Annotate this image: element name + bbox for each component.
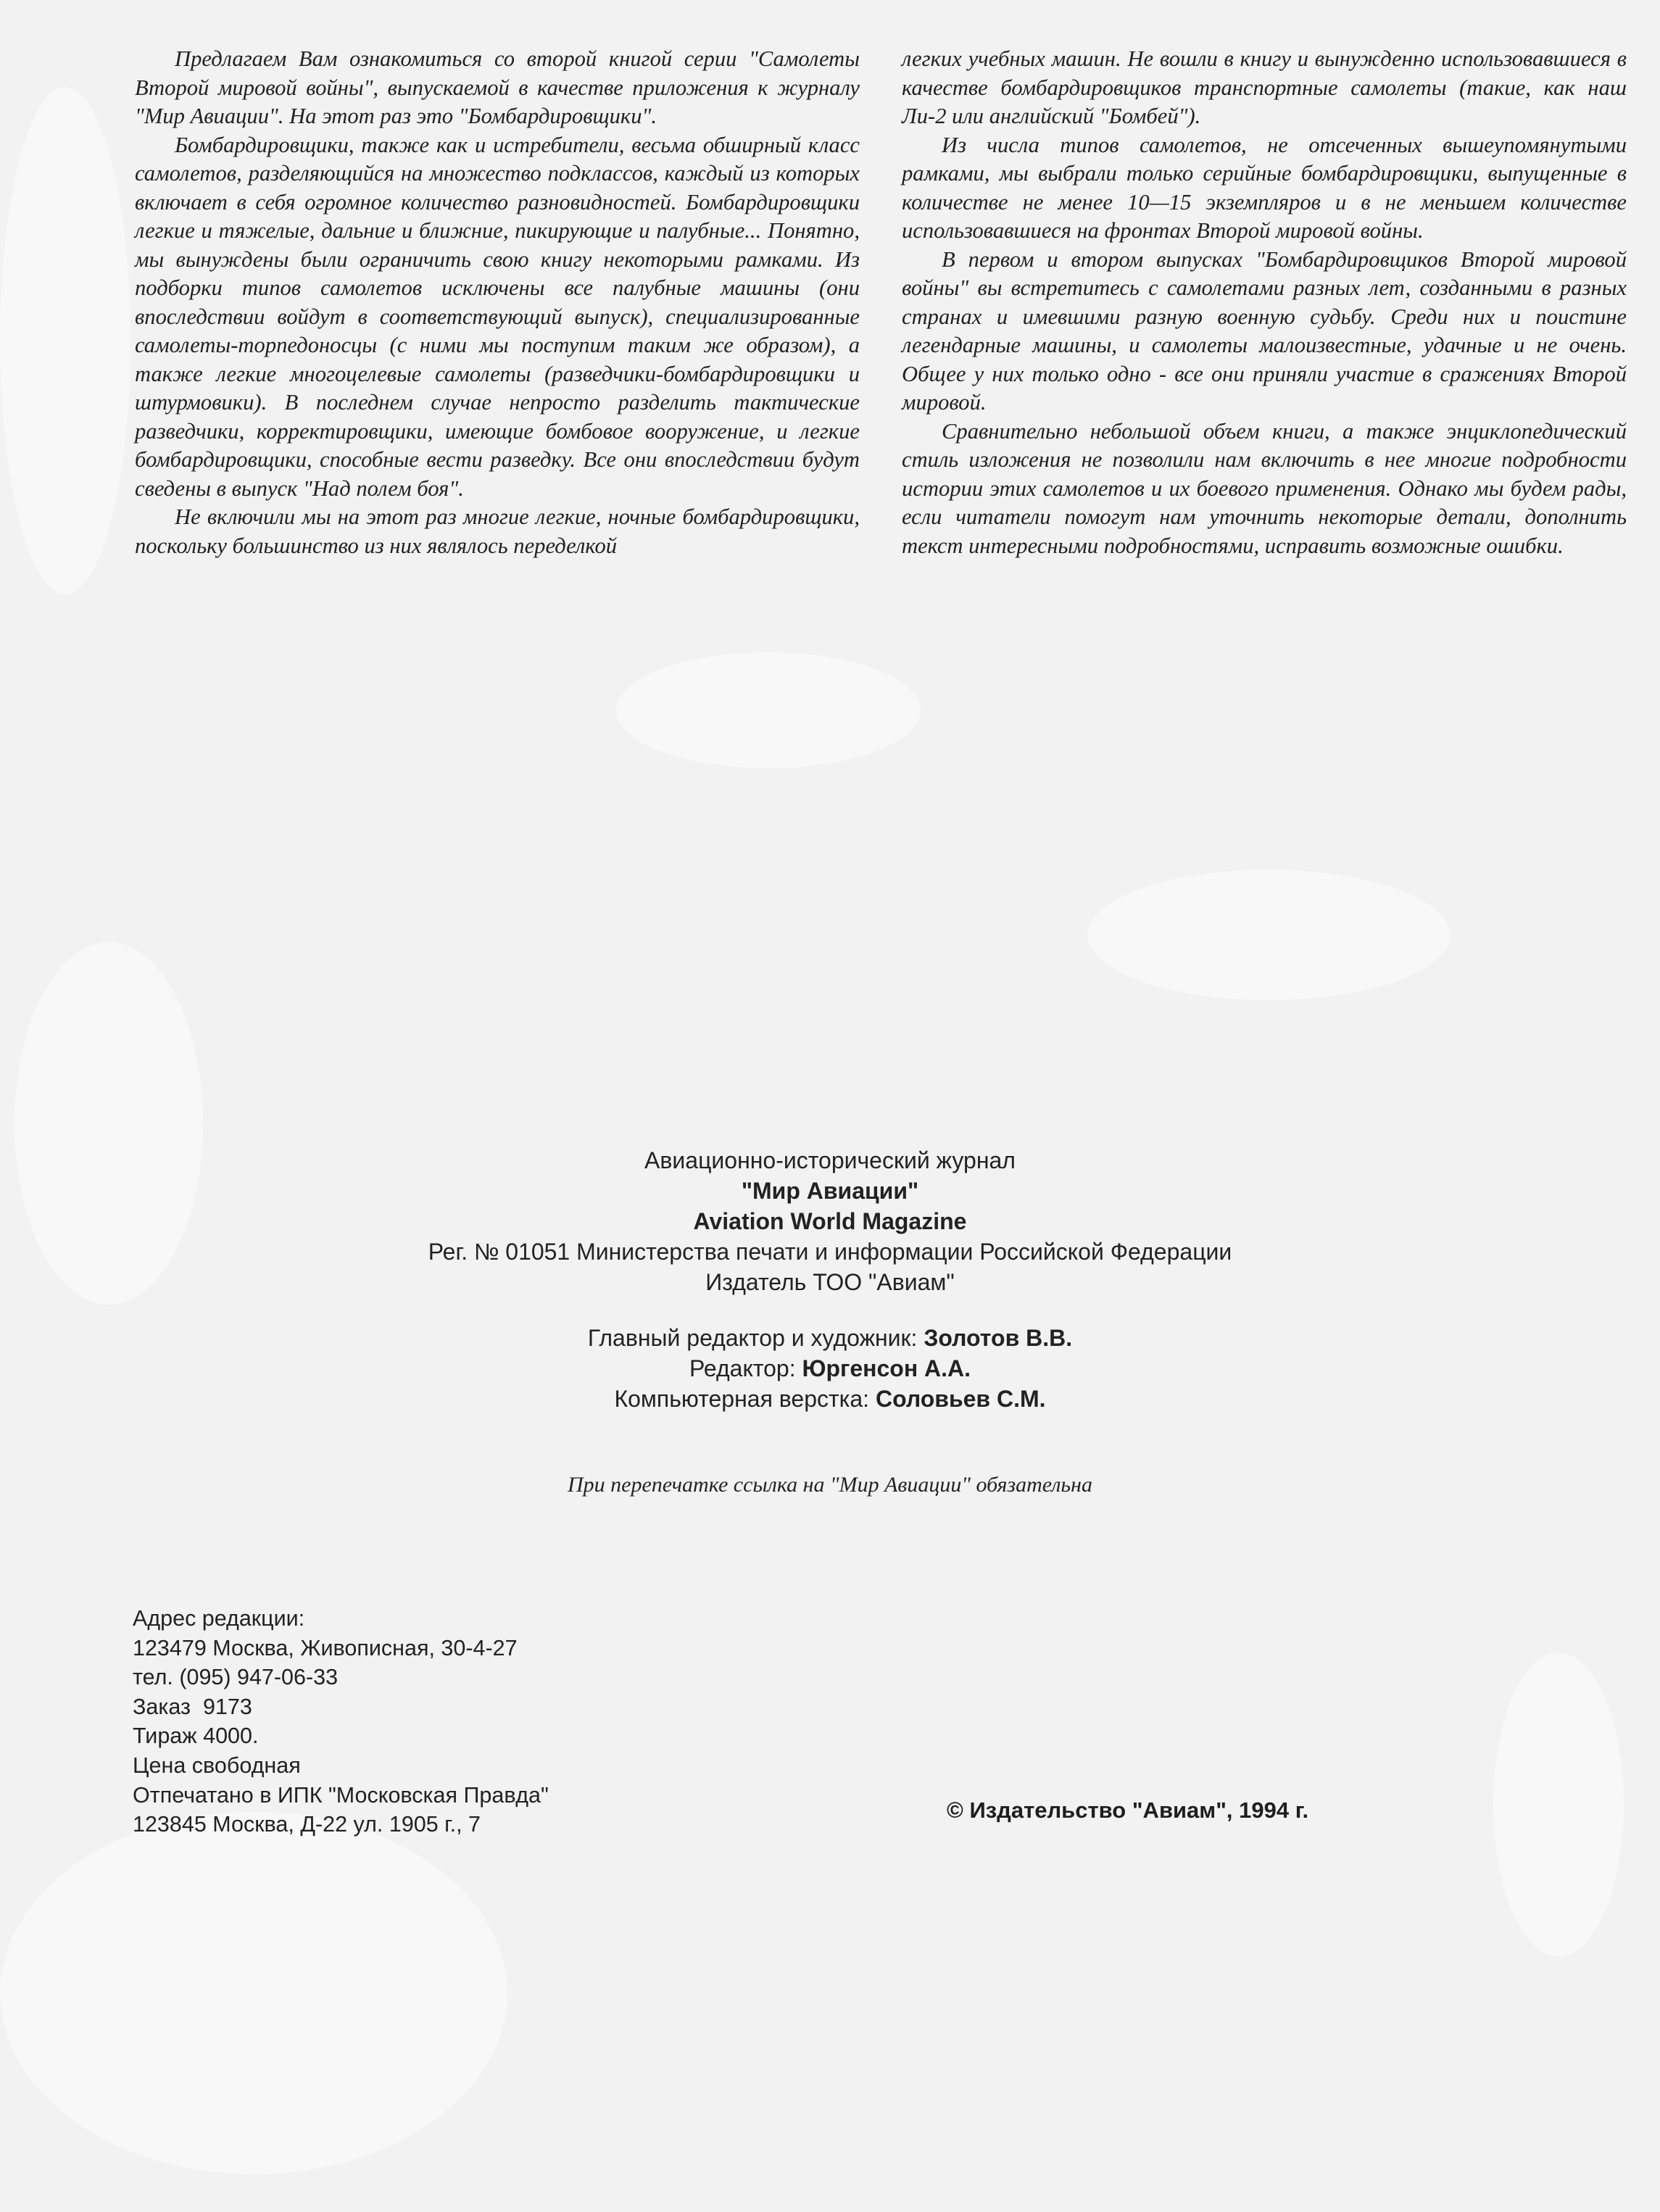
layout-line — [0, 1384, 1660, 1414]
reprint-notice: При перепечатке ссылка на "Мир Авиации" обязательна — [568, 1473, 1092, 1497]
address-street: 123479 Москва, Живописная, 30-4-27 — [133, 1635, 518, 1660]
editor-name: Юргенсон А.А. — [802, 1355, 971, 1381]
address-block — [133, 1604, 549, 1839]
editor-label: Редактор: — [689, 1355, 796, 1381]
scan-texture — [0, 1812, 507, 2174]
paragraph: Предлагаем Вам ознакомиться со второй книгой серии "Самолеты Второй мировой войны", выпускаемой в качестве приложения к журналу "Мир Авиации". На этот раз это "Бомбардировщики". — [135, 46, 860, 128]
journal-title-ru: "Мир Авиации" — [741, 1178, 919, 1204]
layout-name: Соловьев С.М. — [875, 1386, 1046, 1412]
journal-title-en: Aviation World Magazine — [693, 1208, 967, 1234]
left-text-column — [135, 45, 860, 560]
copyright-notice: © Издательство "Авиам", 1994 г. — [947, 1797, 1309, 1823]
scan-texture — [1493, 1652, 1624, 1957]
paragraph: В первом и втором выпусках "Бомбардировщиков Второй мировой войны" вы встретитесь с самолетами разных лет, созданными в разных странах и имевшими разную военную судьбу. Среди них и поистине легендарные машины, и самолеты малоизвестные, удачные и не очень. Общее у них только одно - все они приняли участие в сражениях Второй мировой. — [902, 246, 1627, 415]
order-number: 9173 — [202, 1694, 252, 1719]
chief-editor-line — [0, 1323, 1660, 1353]
paragraph: Бомбардировщики, также как и истребители, весьма обширный класс самолетов, разделяющийся на множество подклассов, каждый из которых включает в себя огромное количество разновидностей. Бомбардировщики легкие и тяжелые, дальние и ближние, пикирующие и палубные... Понятно, мы вынуждены были ограничить свою книгу некоторыми рамками. Из подборки типов самолетов исключены все палубные машины (они впоследствии войдут в соответствующий выпуск), специализированные самолеты-торпедоносцы (с ними мы поступим таким же образом), а также легкие многоцелевые самолеты (разведчики-бомбардировщики и штурмовики). В последнем случае непросто разделить тактические разведчики, корректировщики, имеющие бомбовое вооружение, и легкие бомбардировщики, способные вести разведку. Все они впоследствии будут сведены в выпуск "Над полем боя". — [135, 132, 860, 501]
paragraph: Не включили мы на этот раз многие легкие, ночные бомбардировщики, поскольку большинство из них являлось переделкой — [135, 504, 860, 558]
credits-block — [0, 1323, 1660, 1414]
price: Цена свободная — [133, 1752, 301, 1778]
order-line — [133, 1692, 549, 1722]
order-label: Заказ — [133, 1694, 191, 1719]
paragraph: Сравнительно небольшой объем книги, а также энциклопедический стиль изложения не позволили нам включить в нее многие подробности истории этих самолетов и их боевого применения. Однако мы будем рады, если читатели помогут нам уточнить некоторые детали, дополнить текст интересными подробностями, исправить возможные ошибки. — [902, 418, 1627, 558]
scan-texture — [0, 87, 130, 594]
paragraph-continuation: легких учебных машин. Не вошли в книгу и вынужденно использовавшиеся в качестве бомбардировщиков транспортные самолеты (такие, как наш Ли-2 или английский "Бомбей"). — [902, 46, 1627, 128]
address-label: Адрес редакции: — [133, 1606, 305, 1631]
layout-label: Компьютерная верстка: — [614, 1386, 870, 1412]
circulation: Тираж 4000. — [133, 1724, 259, 1749]
scan-texture — [616, 652, 921, 768]
journal-type: Авиационно-исторический журнал — [644, 1147, 1016, 1173]
printed-by: Отпечатано в ИПК "Московская Правда" — [133, 1782, 549, 1808]
address-phone: тел. (095) 947-06-33 — [133, 1665, 339, 1690]
registration-info: Рег. № 01051 Министерства печати и информации Российской Федерации — [428, 1239, 1232, 1265]
paragraph: Из числа типов самолетов, не отсеченных вышеупомянутыми рамками, мы выбрали только серийные бомбардировщики, выпущенные в количестве не менее 10—15 экземпляров и в не меньшем количестве использовавшиеся на фронтах Второй мировой войны. — [902, 132, 1627, 243]
printer-address: 123845 Москва, Д-22 ул. 1905 г., 7 — [133, 1812, 481, 1837]
chief-editor-name: Золотов В.В. — [924, 1325, 1073, 1351]
imprint-block — [0, 1145, 1660, 1297]
scan-texture — [1087, 870, 1450, 1000]
publisher-info: Издатель ТОО "Авиам" — [705, 1269, 955, 1295]
right-text-column — [902, 45, 1627, 560]
editor-line — [0, 1353, 1660, 1384]
chief-editor-label: Главный редактор и художник: — [587, 1325, 918, 1351]
